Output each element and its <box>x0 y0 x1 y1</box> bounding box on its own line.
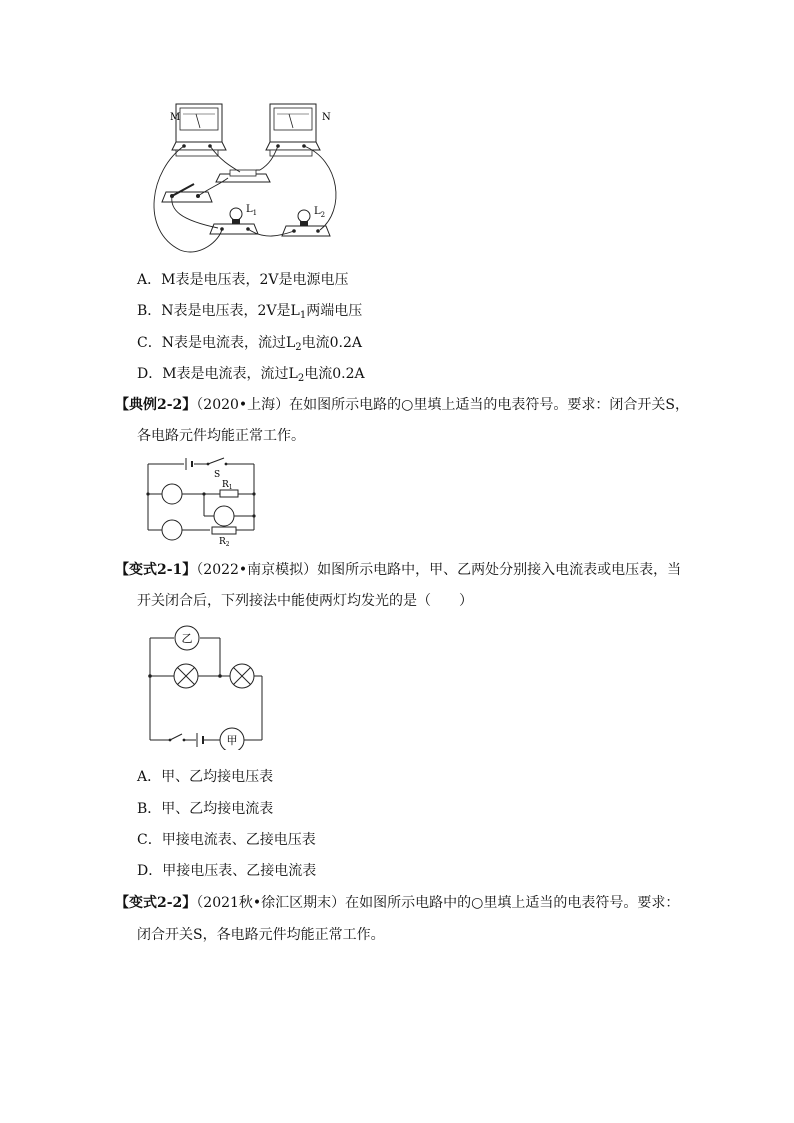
meter-jia-label: 甲 <box>226 734 238 747</box>
lamp-right <box>230 664 254 688</box>
lamp-left <box>174 664 198 688</box>
meter-m-label: M <box>170 112 181 123</box>
circuit-figure-resistors <box>140 456 262 546</box>
q2-option-a: A．甲、乙均接电压表 <box>137 769 274 785</box>
example-2-2-line2: 各电路元件均能正常工作。 <box>137 428 305 444</box>
q2-option-d: D．甲接电压表、乙接电流表 <box>137 863 317 879</box>
variant-2-1-line2: 开关闭合后，下列接法中能使两灯均发光的是（ ） <box>137 593 473 609</box>
q1-option-c: C．N表是电流表，流过$L_2$电流0.2A <box>137 335 363 353</box>
meter-yi-label: 乙 <box>181 632 193 645</box>
meter-circle-right-mid <box>214 506 234 526</box>
variant-2-1-line1: 【变式2-1】（2022•南京模拟）如图所示电路中，甲、乙两处分别接入电流表或电压表，当 <box>115 562 682 578</box>
meter-circle-left-bottom <box>162 520 182 540</box>
knife-switch <box>162 184 212 202</box>
q2-option-b: B．甲、乙均接电流表 <box>137 801 274 817</box>
variant-2-2-line2: 闭合开关S，各电路元件均能正常工作。 <box>137 927 385 943</box>
r2-label: $R_2$ <box>219 537 230 546</box>
q2-option-c: C．甲接电流表、乙接电压表 <box>137 832 316 848</box>
meter-n <box>266 104 320 156</box>
resistor-r2 <box>212 527 236 534</box>
example-2-2-tag: 【典例2-2】 <box>115 397 197 413</box>
switch-s-label: S <box>214 470 221 480</box>
variant-2-1-tag: 【变式2-1】 <box>115 562 197 578</box>
r1-label: $R_1$ <box>222 480 233 491</box>
variant-2-2-tag: 【变式2-2】 <box>115 895 197 911</box>
meter-circle-left-top <box>162 484 182 504</box>
q1-option-b: B．N表是电压表，2V是$L_1$两端电压 <box>137 303 363 321</box>
variant-2-2-line1: 【变式2-2】（2021秋•徐汇区期末）在如图所示电路中的○里填上适当的电表符号。要求： <box>115 895 680 911</box>
q1-option-d: D．M表是电流表，流过$L_2$电流0.2A <box>137 366 365 384</box>
meter-n-label: N <box>322 112 331 123</box>
resistor-r1 <box>220 490 238 497</box>
circuit-figure-lamps <box>140 622 270 750</box>
example-2-2-line1: 【典例2-2】（2020•上海）在如图所示电路的○里填上适当的电表符号。要求：闭合开关S， <box>115 397 689 413</box>
q1-option-a: A．M表是电压表，2V是电源电压 <box>137 272 349 288</box>
circuit-figure-meters <box>140 100 350 258</box>
lamp-l1-label: $L_1$ <box>246 204 258 217</box>
lamp-l2-label: $L_2$ <box>314 206 326 219</box>
